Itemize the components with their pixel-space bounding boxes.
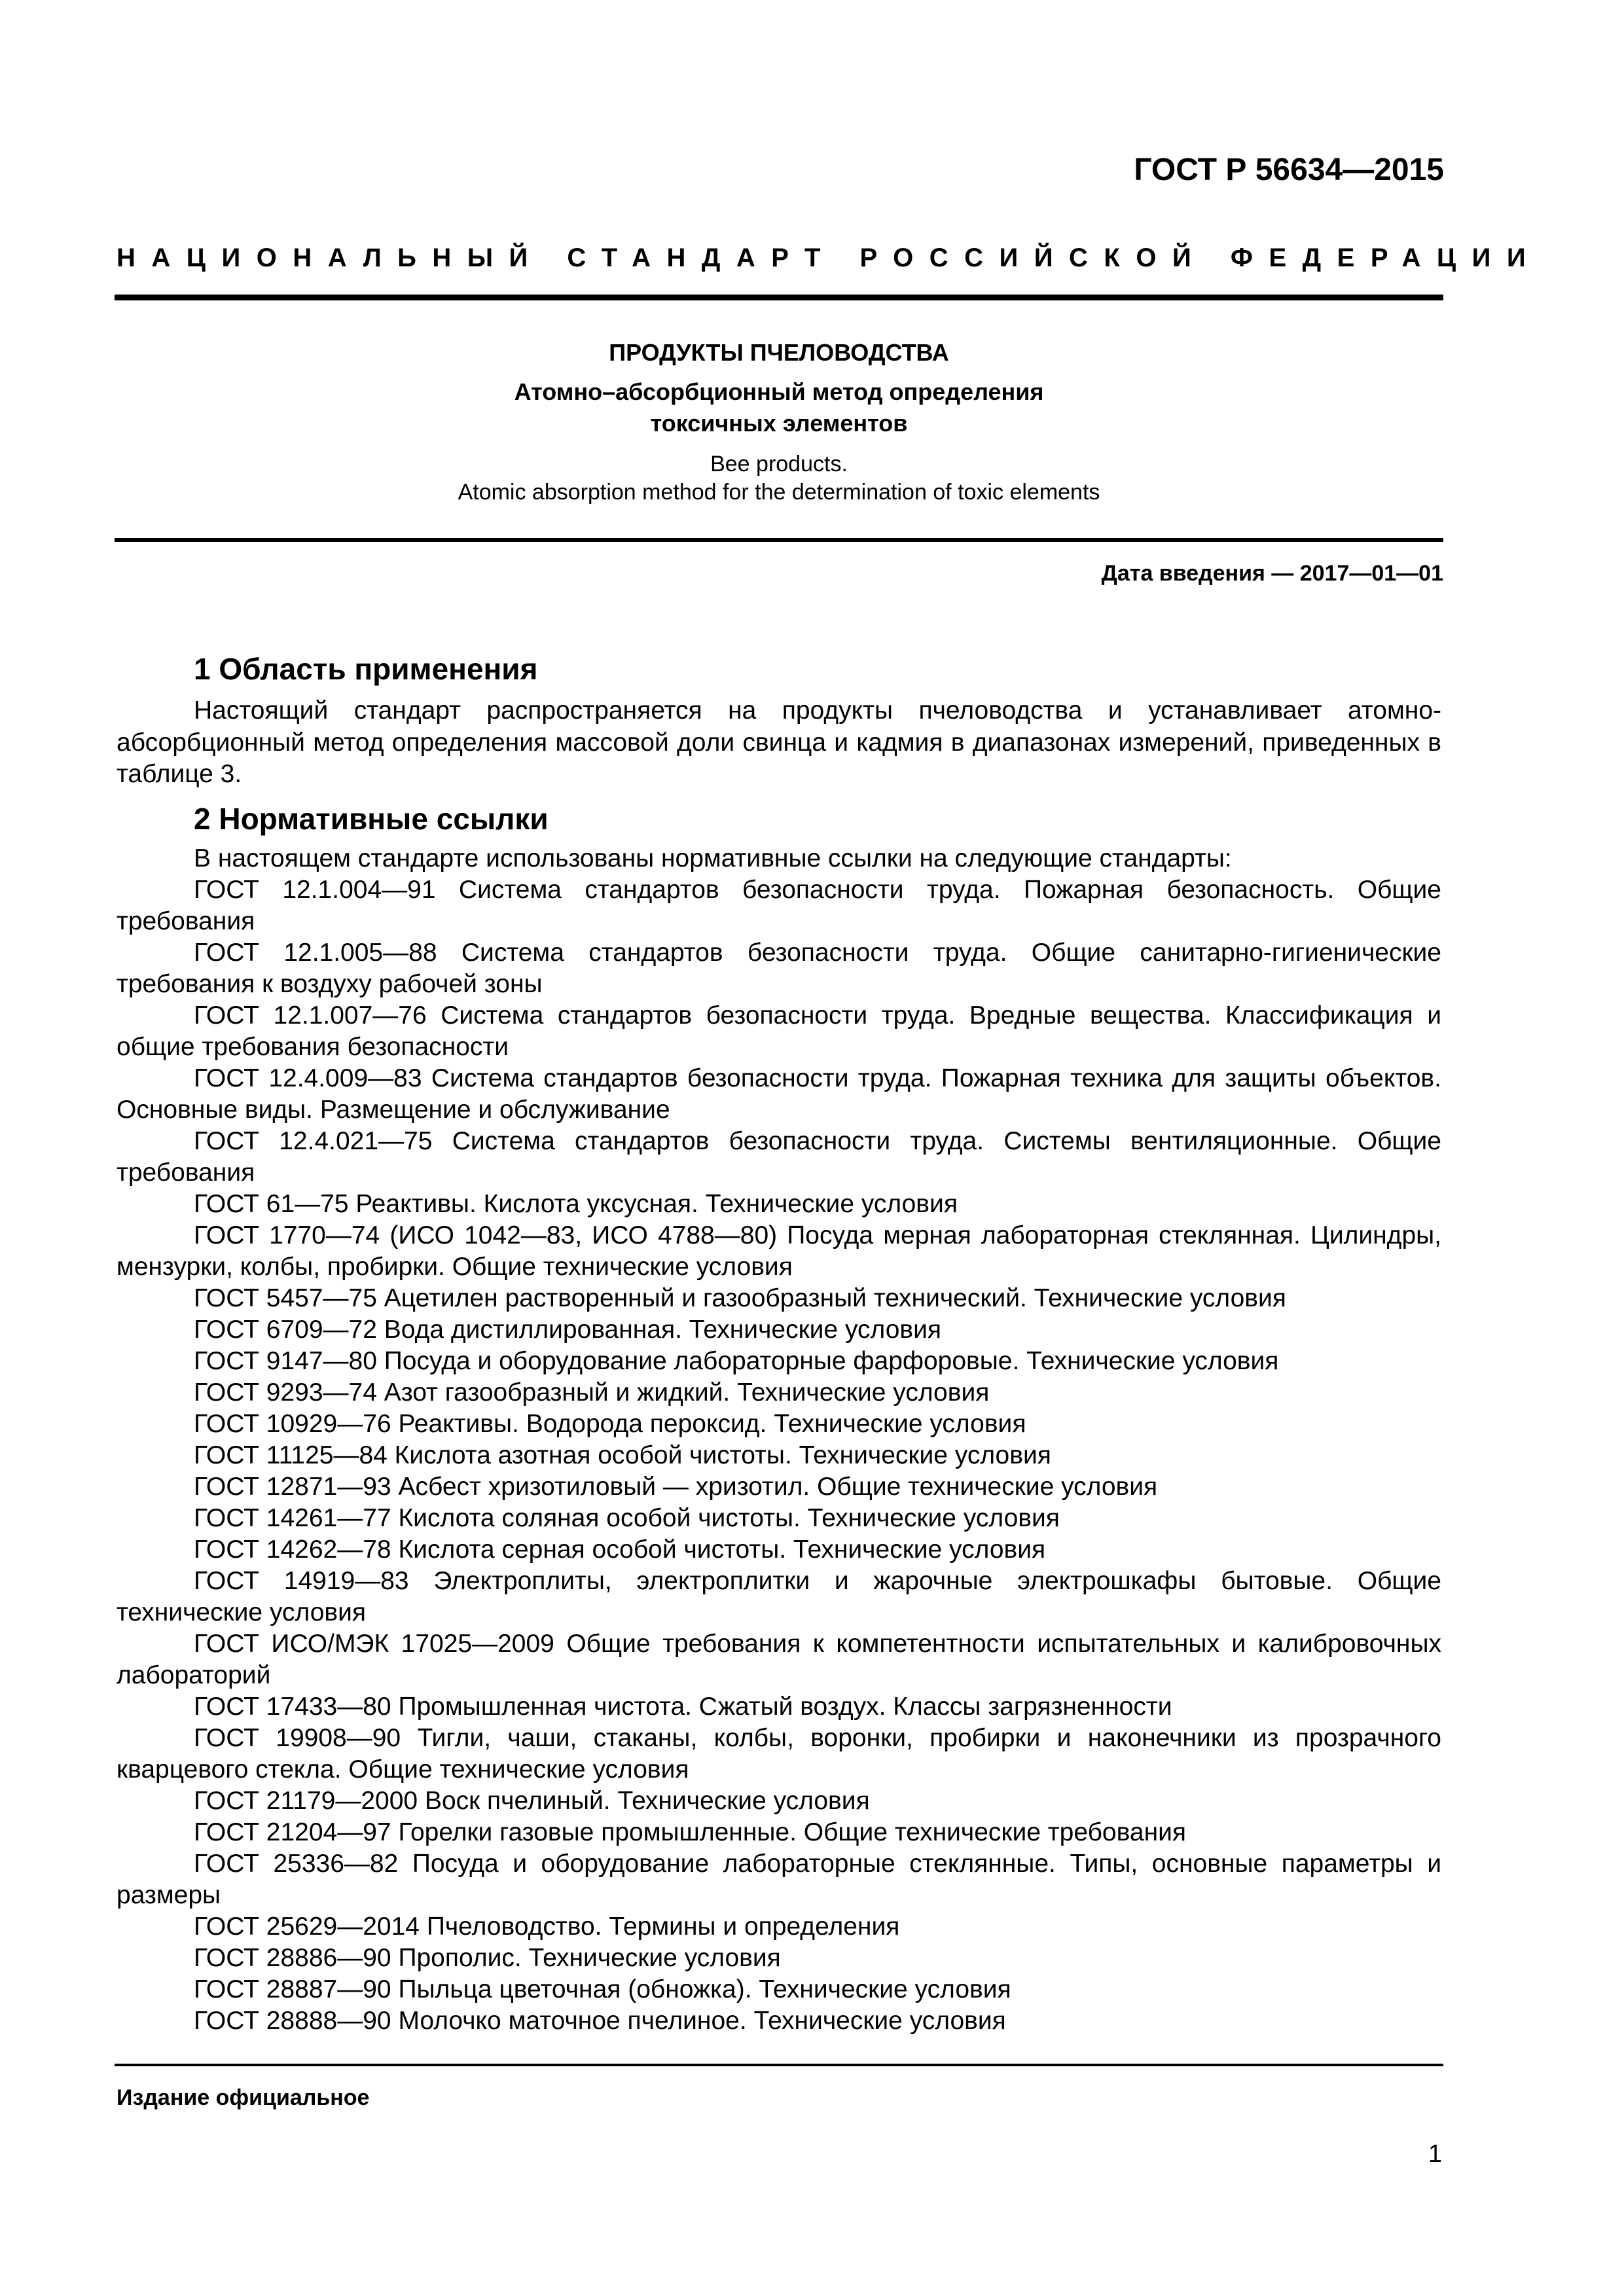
reference-item: ГОСТ 12.4.021—75 Система стандартов безопасности труда. Системы вентиляционные. Общие требования <box>117 1127 1441 1187</box>
reference-item: ГОСТ 21179—2000 Воск пчелиный. Технические условия <box>194 1787 870 1815</box>
reference-item: ГОСТ 1770—74 (ИСО 1042—83, ИСО 4788—80) Посуда мерная лабораторная стеклянная. Цилиндры, мензурки, колбы, пробирки. Общие технические условия <box>117 1221 1441 1281</box>
reference-item: ГОСТ 12871—93 Асбест хризотиловый — хризотил. Общие технические условия <box>194 1473 1158 1501</box>
reference-item: ГОСТ 12.1.005—88 Система стандартов безопасности труда. Общие санитарно-гигиенические требования к воздуху рабочей зоны <box>117 939 1441 998</box>
introduction-date: Дата введения — 2017—01—01 <box>1101 561 1443 586</box>
reference-item: ГОСТ 12.1.007—76 Система стандартов безопасности труда. Вредные вещества. Классификация и общие требования безопасности <box>117 1001 1441 1061</box>
english-title-line1: Bee products. <box>710 452 848 476</box>
document-title: ПРОДУКТЫ ПЧЕЛОВОДСТВА <box>609 339 949 366</box>
section-2-intro <box>117 843 1441 875</box>
reference-item: ГОСТ 21204—97 Горелки газовые промышленные. Общие технические требования <box>194 1818 1187 1846</box>
national-standard-title: НАЦИОНАЛЬНЫЙ СТАНДАРТ РОССИЙСКОЙ ФЕДЕРАЦИИ <box>117 243 1542 272</box>
section-2-heading: 2 Нормативные ссылки <box>194 802 549 836</box>
reference-item: ГОСТ 61—75 Реактивы. Кислота уксусная. Технические условия <box>194 1190 958 1218</box>
reference-item: ГОСТ 5457—75 Ацетилен растворенный и газообразный технический. Технические условия <box>194 1284 1286 1312</box>
reference-item: ГОСТ 28888—90 Молочко маточное пчелиное. Технические условия <box>194 2007 1006 2035</box>
top-rule <box>115 295 1443 300</box>
reference-item: ГОСТ 11125—84 Кислота азотная особой чистоты. Технические условия <box>194 1441 1051 1469</box>
reference-item: ГОСТ 25336—82 Посуда и оборудование лабораторные стеклянные. Типы, основные параметры и размеры <box>117 1850 1441 1909</box>
document-subtitle-line1: Атомно–абсорбционный метод определения <box>514 378 1044 405</box>
document-number: ГОСТ Р 56634—2015 <box>1134 152 1444 187</box>
section-1-heading: 1 Область применения <box>194 652 538 686</box>
section-1-text: Настоящий стандарт распространяется на продукты пчеловодства и устанавливает атомно-абсорбционный метод определения массовой доли свинца и кадмия в диапазонах измерений, приведенных в таблице 3. <box>117 696 1441 788</box>
reference-item: ГОСТ 17433—80 Промышленная чистота. Сжатый воздух. Классы загрязненности <box>194 1693 1172 1721</box>
reference-item: ГОСТ 9147—80 Посуда и оборудование лабораторные фарфоровые. Технические условия <box>194 1347 1279 1375</box>
reference-item: ГОСТ 14262—78 Кислота серная особой чистоты. Технические условия <box>194 1535 1046 1564</box>
reference-item: ГОСТ 28886—90 Прополис. Технические условия <box>194 1944 781 1972</box>
reference-item: ГОСТ ИСО/МЭК 17025—2009 Общие требования к компетентности испытательных и калибровочных лабораторий <box>117 1630 1441 1689</box>
english-title-line2: Atomic absorption method for the determination of toxic elements <box>458 480 1100 505</box>
normative-references-list <box>117 874 1441 2037</box>
page-number: 1 <box>1428 2140 1442 2168</box>
reference-item: ГОСТ 14919—83 Электроплиты, электроплитки и жарочные электрошкафы бытовые. Общие технические условия <box>117 1567 1441 1626</box>
reference-item: ГОСТ 6709—72 Вода дистиллированная. Технические условия <box>194 1316 942 1344</box>
reference-item: ГОСТ 28887—90 Пыльца цветочная (обножка). Технические условия <box>194 1975 1011 2003</box>
reference-item: ГОСТ 19908—90 Тигли, чаши, стаканы, колбы, воронки, пробирки и наконечники из прозрачного кварцевого стекла. Общие технические условия <box>117 1724 1441 1784</box>
title-rule <box>115 538 1443 542</box>
reference-item: ГОСТ 12.4.009—83 Система стандартов безопасности труда. Пожарная техника для защиты объектов. Основные виды. Размещение и обслуживание <box>117 1064 1441 1124</box>
reference-item: ГОСТ 12.1.004—91 Система стандартов безопасности труда. Пожарная безопасность. Общие требования <box>117 876 1441 935</box>
document-subtitle-line2: токсичных элементов <box>650 410 908 437</box>
reference-item: ГОСТ 25629—2014 Пчеловодство. Термины и определения <box>194 1912 900 1941</box>
section-1-paragraph <box>117 695 1441 791</box>
reference-item: ГОСТ 9293—74 Азот газообразный и жидкий. Технические условия <box>194 1378 990 1407</box>
footer-rule <box>115 2064 1443 2066</box>
reference-item: ГОСТ 14261—77 Кислота соляная особой чистоты. Технические условия <box>194 1504 1060 1532</box>
reference-item: ГОСТ 10929—76 Реактивы. Водорода пероксид. Технические условия <box>194 1410 1026 1438</box>
official-edition-label: Издание официальное <box>117 2085 370 2110</box>
section-2-intro-text: В настоящем стандарте использованы нормативные ссылки на следующие стандарты: <box>194 844 1232 872</box>
